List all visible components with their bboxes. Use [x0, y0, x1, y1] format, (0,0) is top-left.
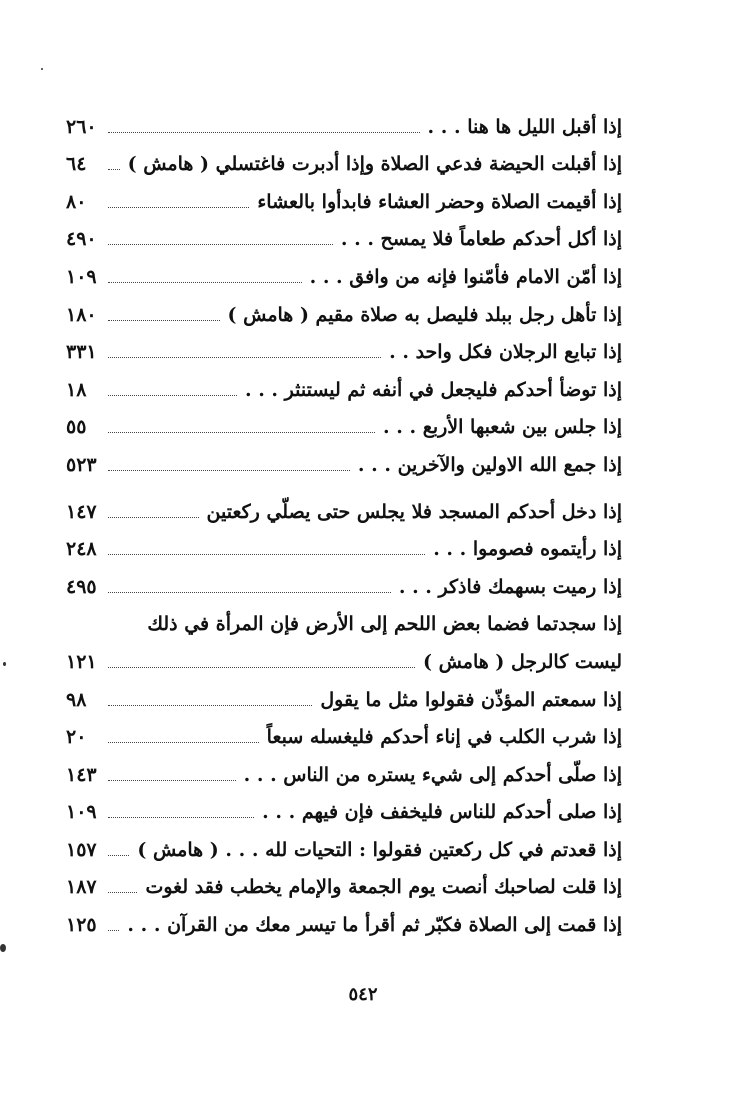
index-entry-continuation — [66, 641, 622, 679]
entry-text: إذا أقبلت الحيضة فدعي الصلاة وإذا أدبرت فاغتسلي ( هامش ) — [127, 153, 622, 176]
entry-text: إذا أمّن الامام فأمّنوا فإنه من وافق . . . — [309, 265, 622, 288]
index-entry — [66, 829, 622, 867]
entry-page-number: ٤٩٠ — [66, 228, 97, 251]
index-entry — [66, 566, 622, 604]
entry-page-number: ١٨ — [66, 378, 87, 401]
entry-text: إذا رميت بسهمك فاذكر . . . — [398, 575, 622, 598]
entry-page-number: ١٤٣ — [66, 763, 97, 786]
entry-page-number: ١٨٧ — [66, 876, 97, 899]
entry-page-number: ٨٠ — [66, 190, 87, 213]
entry-text: إذا صلّى أحدكم إلى شيء يستره من الناس . . . — [243, 763, 622, 786]
dot-leader — [108, 244, 333, 245]
entry-page-number: ١٠٩ — [66, 265, 97, 288]
entry-page-number: ٢٤٨ — [66, 538, 97, 561]
entry-page-number: ٣٣١ — [66, 341, 97, 364]
entry-text: إذا صلى أحدكم للناس فليخفف فإن فيهم . . . — [262, 801, 622, 824]
entry-page-number: ٢٦٠ — [66, 115, 97, 138]
index-entry — [66, 904, 622, 942]
index-entry — [66, 332, 622, 370]
dot-leader — [108, 282, 302, 283]
entry-text: إذا شرب الكلب في إناء أحدكم فليغسله سبعاً — [266, 726, 622, 749]
entry-page-number: ٩٨ — [66, 688, 87, 711]
entry-text: إذا توضأ أحدكم فليجعل في أنفه ثم ليستنثر . . . — [244, 378, 622, 401]
dot-leader — [108, 395, 237, 396]
dot-leader — [108, 169, 120, 170]
entry-page-number: ١٠٩ — [66, 801, 97, 824]
entry-text: إذا سمعتم المؤذّن فقولوا مثل ما يقول — [320, 688, 622, 711]
index-entry — [66, 867, 622, 905]
dot-leader — [108, 320, 220, 321]
entry-text: ليست كالرجل ( هامش ) — [422, 650, 622, 673]
index-entry — [66, 529, 622, 567]
index-entry — [66, 369, 622, 407]
entry-text: إذا سجدتما فضما بعض اللحم إلى الأرض فإن المرأة في ذلك — [147, 613, 622, 636]
entry-page-number: ١٥٧ — [66, 838, 97, 861]
entry-text: إذا قعدتم في كل ركعتين فقولوا : التحيات لله . . . ( هامش ) — [137, 838, 622, 861]
dot-leader — [108, 207, 249, 208]
page-number-footer: ٥٤٢ — [348, 984, 378, 1005]
index-entry — [66, 491, 622, 529]
entry-text: إذا تبايع الرجلان فكل واحد . . — [389, 341, 622, 364]
dot-leader — [108, 132, 420, 133]
dot-leader — [108, 517, 199, 518]
index-entry — [66, 294, 622, 332]
index-entry — [66, 219, 622, 257]
entry-page-number: ٥٢٣ — [66, 453, 97, 476]
scan-speck — [41, 68, 43, 70]
index-entry — [66, 792, 622, 830]
dot-leader — [108, 855, 129, 856]
index-entry — [66, 256, 622, 294]
entry-page-number: ٢٠ — [66, 726, 87, 749]
entry-page-number: ١٤٧ — [66, 500, 97, 523]
dot-leader — [108, 470, 350, 471]
dot-leader — [108, 667, 415, 668]
index-entry — [66, 444, 622, 482]
entry-page-number: ١٨٠ — [66, 303, 97, 326]
entry-page-number: ٤٩٥ — [66, 575, 97, 598]
entry-text: إذا دخل أحدكم المسجد فلا يجلس حتى يصلّي ركعتين — [206, 500, 622, 523]
scan-speck — [3, 662, 6, 666]
index-entry — [66, 717, 622, 755]
entry-page-number: ٥٥ — [66, 416, 87, 439]
entry-text: إذا أكل أحدكم طعاماً فلا يمسح . . . — [340, 228, 622, 251]
entry-page-number: ١٢١ — [66, 650, 97, 673]
entry-text: إذا رأيتموه فصوموا . . . — [433, 538, 622, 561]
dot-leader — [108, 432, 375, 433]
dot-leader — [108, 892, 137, 893]
index-entry — [66, 181, 622, 219]
entry-text: إذا جلس بين شعبها الأربع . . . — [383, 416, 622, 439]
dot-leader — [108, 780, 236, 781]
index-entry — [66, 407, 622, 445]
entry-text: إذا قمت إلى الصلاة فكبّر ثم أقرأ ما تيسر معك من القرآن . . . — [127, 914, 622, 937]
entry-text: إذا أقبل الليل ها هنا . . . — [427, 115, 622, 138]
index-entry — [66, 754, 622, 792]
hadith-index-list — [66, 106, 622, 942]
dot-leader — [108, 742, 259, 743]
entry-text: إذا تأهل رجل ببلد فليصل به صلاة مقيم ( هامش ) — [227, 303, 622, 326]
index-entry — [66, 679, 622, 717]
entry-text: إذا أقيمت الصلاة وحضر العشاء فابدأوا بالعشاء — [257, 190, 622, 213]
dot-leader — [108, 705, 312, 706]
index-entry — [66, 144, 622, 182]
entry-text: إذا جمع الله الاولين والآخرين . . . — [357, 453, 622, 476]
dot-leader — [108, 554, 425, 555]
index-entry — [66, 604, 622, 642]
dot-leader — [108, 592, 391, 593]
entry-page-number: ٦٤ — [66, 153, 87, 176]
dot-leader — [108, 357, 381, 358]
dot-leader — [108, 930, 119, 931]
scan-speck — [0, 944, 6, 952]
entry-page-number: ١٢٥ — [66, 914, 97, 937]
entry-text: إذا قلت لصاحبك أنصت يوم الجمعة والإمام يخطب فقد لغوت — [145, 876, 622, 899]
index-entry — [66, 106, 622, 144]
dot-leader — [108, 817, 254, 818]
